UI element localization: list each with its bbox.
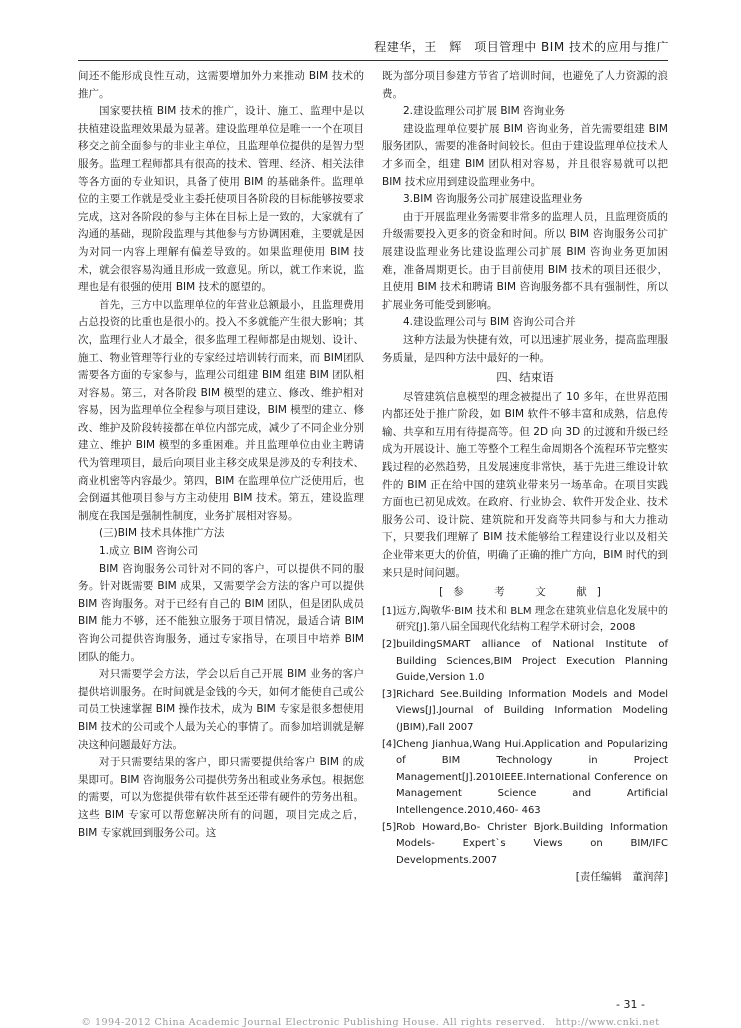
copyright-watermark: © 1994-2012 China Academic Journal Electronic Publishing House. All rights reserved. http://www.cnki.net xyxy=(81,1017,660,1028)
left-column xyxy=(78,68,364,842)
editor-credit: [责任编辑 董润萍] xyxy=(575,871,668,884)
reference-item: [5]Rob Howard,Bo- Christer Bjork.Building Information Models- Expert`s Views on BIM/IFC Developments.2007 xyxy=(382,821,668,866)
paragraph: 间还不能形成良性互动，这需要增加外力来推动 BIM 技术的推广。 xyxy=(78,70,364,100)
paragraph: 对只需要学会方法，学会以后自己开展 BIM 业务的客户提供培训服务。在时间就是金钱的今天，如何才能使自己或公司员工快速掌握 BIM 操作技术，成为 BIM 专家是很多想使用 BIM 技术的公司或个人最为关心的事情了。而参加培训就是解决这种问题最好方法。 xyxy=(78,668,364,751)
subsection-heading: (三)BIM 技术具体推广方法 xyxy=(99,527,225,540)
subsection-heading: 4.建设监理公司与 BIM 咨询公司合并 xyxy=(403,316,576,329)
paragraph: 国家要扶植 BIM 技术的推广，设计、施工、监理中是以扶植建设监理效果最为显著。建设监理单位是唯一一个在项目移交之前全面参与的非业主单位，且监理单位提供的是智力型服务。监理工程师都具有很高的技术、管理、经济、相关法律等各方面的专业知识，具备了使用 BIM 的基础条件。监理单位的主要工作就是受业主委托使项目各阶段的目标能够按要求完成，这对各阶段的参与主体在目标上是一致的，大家就有了沟通的基础，现阶段监理与其他参与方协调困难，主要就是因为对同一内容上理解有偏差导致的。如果监理使用 BIM 技术，就会很容易沟通且形成一致意见。所以，就工作来说，监理也是有很强的使用 BIM 技术的愿望的。 xyxy=(78,105,364,294)
paragraph: 建设监理单位要扩展 BIM 咨询业务，首先需要组建 BIM 服务团队，需要的准备时间较长。但由于建设监理单位技术人才多而全，组建 BIM 团队相对容易，并且很容易就可以把 BIM 技术应用到建设监理业务中。 xyxy=(382,122,668,188)
header-rule xyxy=(78,60,668,61)
subsection-heading: 1.成立 BIM 咨询公司 xyxy=(99,545,199,558)
subsection-heading: 3.BIM 咨询服务公司扩展建设监理业务 xyxy=(403,193,583,206)
running-header: 程建华，王 辉 项目管理中 BIM 技术的应用与推广 xyxy=(374,40,669,54)
page-number: - 31 - xyxy=(616,998,645,1011)
reference-item: [2]buildingSMART alliance of National Institute of Building Sciences,BIM Project Execution Planning Guide,Version 1.0 xyxy=(382,639,668,684)
references-heading: [参 考 文 献] xyxy=(439,586,611,599)
paragraph: BIM 咨询服务公司针对不同的客户，可以提供不同的服务。针对既需要 BIM 成果，又需要学会方法的客户可以提供 BIM 咨询服务。对于已经有自己的 BIM 团队，但是团队成员 BIM 能力不够，还不能独立服务于项目情况，最适合请 BIM 咨询公司提供咨询服务，通过专家指导，在项目中培养 BIM 团队的能力。 xyxy=(78,562,364,663)
right-column xyxy=(382,68,668,887)
paragraph: 尽管建筑信息模型的理念被提出了 10 多年，在世界范围内都还处于推广阶段，如 BIM 软件不够丰富和成熟，信息传输、共享和互用有待提高等。但 2D 向 3D 的过渡和升级已经成为开展设计、施工等整个工程生命周期各个流程环节完整实践过程的必然趋势，且发展速度非常快，基于先进三维设计软件的 BIM 正在给中国的建筑业带来另一场革命。在项目实践方面也已初见成效。在政府、行业协会、软件开发企业、技术服务公司、设计院、建筑院和开发商等共同参与和大力推动下，只要我们理解了 BIM 技术能够给工程建设行业以及相关企业带来更大的价值，明确了正确的推广方向，BIM 时代的到来只是时间问题。 xyxy=(382,390,668,579)
section-heading: 四、结束语 xyxy=(496,370,554,385)
reference-item: [3]Richard See.Building Information Models and Model Views[J].Journal of Building Information Modeling (JBIM),Fall 2007 xyxy=(382,688,668,733)
paragraph: 这种方法最为快捷有效，可以迅速扩展业务，提高监理服务质量，是四种方法中最好的一种。 xyxy=(382,333,668,364)
paragraph: 既为部分项目参建方节省了培训时间，也避免了人力资源的浪费。 xyxy=(382,70,668,100)
paragraph: 首先，三方中以监理单位的年营业总额最小，且监理费用占总投资的比重也是很小的。投入不多就能产生很大影响；其次，监理行业人才最全，很多监理工程师都是由规划、设计、施工、物业管理等行业的专家经过培训转行而来，而 BIM团队需要各方面的专家参与，监理公司组建 BIM 组建 BIM 团队相对容易。第三，对各阶段 BIM 模型的建立、修改、维护相对容易，因为监理单位全程参与项目建设，BIM 模型的建立、修改、维护及阶段转接都在单位内部完成，减少了不同企业分别建立、维护 BIM 模型的多重困难。并且监理单位由业主聘请代为管理项目，最后向项目业主移交成果是涉及的专利技术、商业机密等内容最少。第四，BIM 在监理单位广泛使用后，也会倒逼其他项目参与方主动使用 BIM 技术。第五，建设监理制度在我国是强制性制度，业务扩展相对容易。 xyxy=(78,298,364,522)
subsection-heading: 2.建设监理公司扩展 BIM 咨询业务 xyxy=(403,105,566,118)
right-paragraphs xyxy=(382,68,668,582)
references-list xyxy=(382,604,668,870)
reference-item: [1]远方,陶敬华·BIM 技术和 BLM 理念在建筑业信息化发展中的研究[J].第八届全国现代化结构工程学术研讨会，2008 xyxy=(382,605,668,634)
paragraph: 对于只需要结果的客户，即只需要提供给客户 BIM 的成果即可。BIM 咨询服务公司提供劳务出租或业务承包。根据您的需要，可以为您提供带有软件甚至还带有硬件的劳务出租。这些 BIM 专家可以帮您解决所有的问题，项目完成之后，BIM 专家就回到服务公司。这 xyxy=(78,756,364,839)
reference-item: [4]Cheng Jianhua,Wang Hui.Application and Popularizing of BIM Technology in Project Management[J].2010IEEE.International Conference on Management Science and Artificial Intellengence.2010,460- 463 xyxy=(382,738,668,816)
paragraph: 由于开展监理业务需要非常多的监理人员，且监理资质的升级需要投入更多的资金和时间。所以 BIM 咨询服务公司扩展建设监理业务比建设监理公司扩展 BIM 咨询业务更加困难，准备周期更长。由于目前使用 BIM 技术的项目还很少，且使用 BIM 技术和聘请 BIM 咨询服务都不具有强制性，所以扩展业务可能受到影响。 xyxy=(382,210,668,311)
